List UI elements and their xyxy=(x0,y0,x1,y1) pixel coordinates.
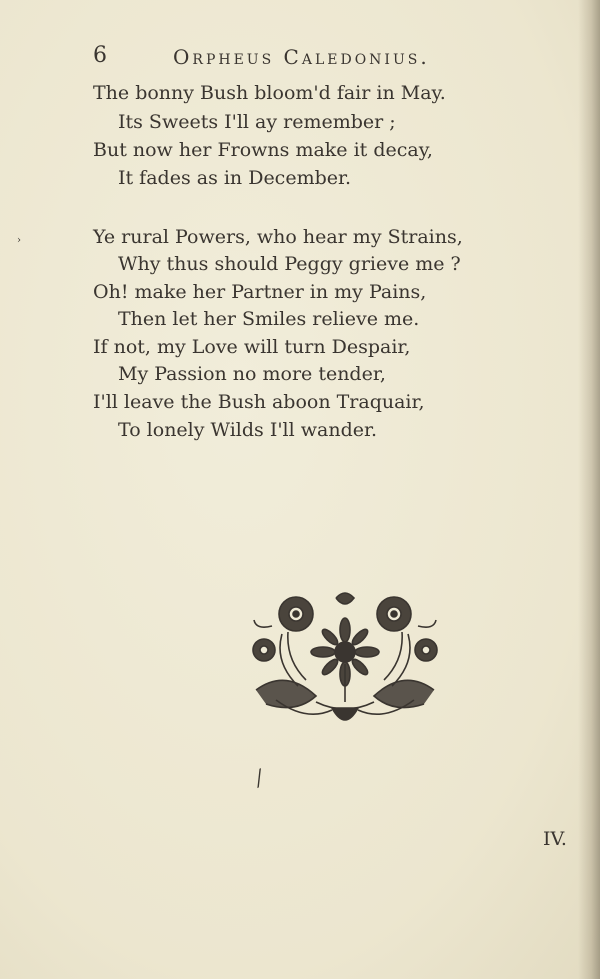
running-header xyxy=(93,43,493,69)
margin-mark: › xyxy=(17,235,21,246)
floral-tailpiece-icon xyxy=(246,590,444,732)
verse-line: It fades as in December. xyxy=(118,167,352,189)
verse-line: My Passion no more tender, xyxy=(118,363,386,385)
verse-line: But now her Frowns make it decay, xyxy=(93,139,433,161)
verse-line: Oh! make her Partner in my Pains, xyxy=(93,281,427,303)
page-gutter-shadow xyxy=(578,0,600,979)
verse-line: If not, my Love will turn Despair, xyxy=(93,336,411,358)
verse-line: Its Sweets I'll ay remember ; xyxy=(118,111,396,133)
verse-line: Ye rural Powers, who hear my Strains, xyxy=(93,226,463,248)
catchword: IV. xyxy=(543,828,567,850)
stray-mark: ⁄ xyxy=(252,767,267,792)
verse-line: I'll leave the Bush aboon Traquair, xyxy=(93,391,425,413)
running-title: Orpheus Caledonius. xyxy=(173,45,430,69)
verse-line: To lonely Wilds I'll wander. xyxy=(118,419,378,441)
verse-line: Why thus should Peggy grieve me ? xyxy=(118,253,461,275)
page-number: 6 xyxy=(93,43,107,68)
verse-line: Then let her Smiles relieve me. xyxy=(118,308,420,330)
verse-line: The bonny Bush bloom'd fair in May. xyxy=(93,82,446,104)
